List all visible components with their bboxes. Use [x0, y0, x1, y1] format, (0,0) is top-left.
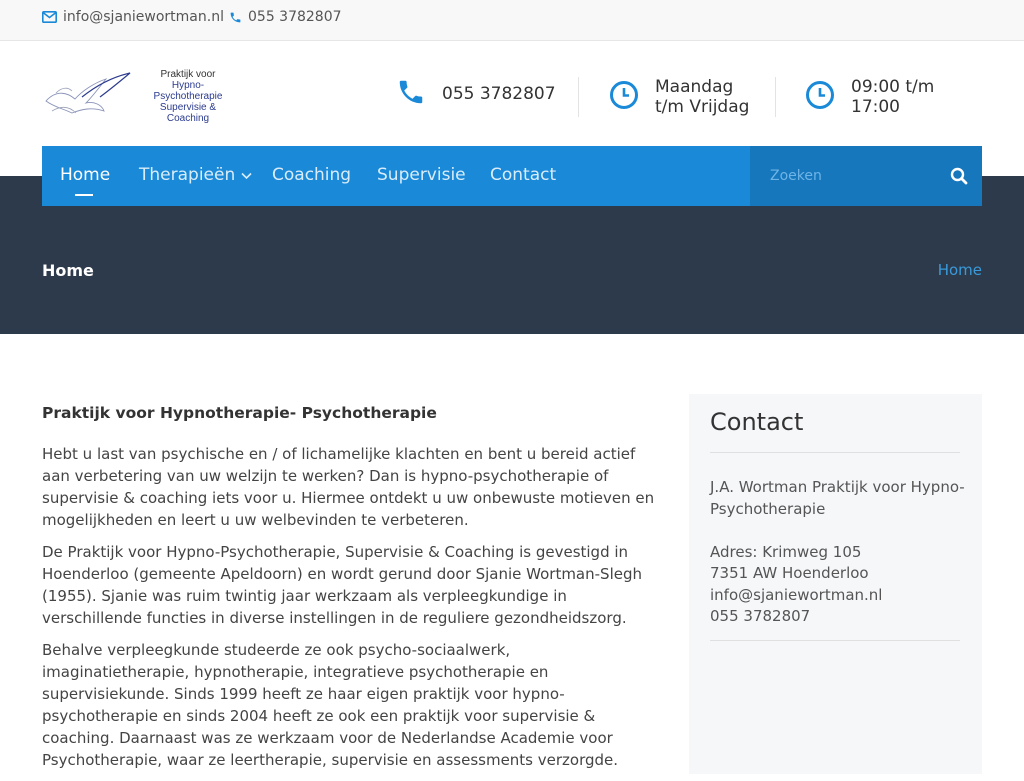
opening-hours-text [851, 77, 934, 117]
phone-icon [229, 11, 242, 24]
logo-text [140, 69, 236, 124]
header-divider [775, 77, 776, 117]
contact-widget [689, 394, 982, 774]
hours-line-1: 09:00 t/m [851, 77, 935, 97]
nav-item-label[interactable]: Home [60, 165, 111, 185]
header-phone[interactable] [396, 77, 556, 111]
opening-days-text [655, 77, 749, 117]
topbar-phone[interactable] [229, 9, 342, 25]
days-line-2: t/m Vrijdag [655, 97, 750, 117]
widget-title: Contact [710, 408, 804, 436]
header-divider [578, 77, 579, 117]
nav-item-label[interactable]: Therapieën [139, 165, 236, 185]
content-paragraph: Hebt u last van psychische en / of lichamelijke klachten en bent u bereid actief aan verbetering van uw welzijn te werken? Dan is hypno-psychotherapie of supervisie & coaching iets voor u. Hiermee ontdekt u uw onbewuste motieven en mogelijkheden en leert u uw welbevinden te verbeteren. [42, 445, 655, 529]
days-line-1: Maandag [655, 77, 734, 97]
nav-item-home[interactable] [60, 165, 110, 185]
widget-divider [710, 640, 960, 641]
contact-postal: 7351 AW Hoenderloo [710, 564, 869, 582]
breadcrumb-home[interactable]: Home [937, 261, 982, 279]
topbar-phone-text[interactable]: 055 3782807 [248, 9, 342, 25]
header-opening-days [609, 77, 749, 117]
nav-item-therapieen[interactable] [139, 165, 252, 185]
logo-line-3: Supervisie & Coaching [159, 101, 217, 124]
main-content [42, 394, 660, 781]
active-indicator [75, 194, 93, 196]
widget-divider [710, 452, 960, 453]
topbar-email-text[interactable]: info@sjaniewortman.nl [63, 9, 224, 25]
logo-line-1: Praktijk voor [160, 68, 216, 80]
search-icon[interactable] [950, 167, 968, 189]
page-title: Home [42, 261, 94, 280]
header-phone-text[interactable]: 055 3782807 [442, 84, 556, 104]
mail-icon [42, 11, 57, 23]
search-input[interactable] [750, 146, 982, 206]
topbar-email[interactable] [42, 9, 224, 25]
top-contact-bar [0, 0, 1024, 41]
birds-logo-icon [42, 71, 132, 121]
content-paragraph: De Praktijk voor Hypno-Psychotherapie, Supervisie & Coaching is gevestigd in Hoenderloo (gemeente Apeldoorn) en wordt gerund door Sjanie Wortman-Slegh (1955). Sjanie was ruim twintig jaar werkzaam als verpleegkundige in verschillende functies in diverse instellingen in de reguliere gezondheidszorg. [42, 543, 642, 627]
content-paragraph: Behalve verpleegkunde studeerde ze ook psycho-sociaalwerk, imaginatietherapie, hypnotherapie, integratieve psychotherapie en supervisiekunde. Sinds 1999 heeft ze haar eigen praktijk voor hypno-psychotherapie en sinds 2004 heeft ze ook een praktijk voor supervisie & coaching. Daarnaast was ze werkzaam voor de Nederlandse Academie voor Psychotherapie, waar ze leertherapie, supervisie en assessments verzorgde. [42, 641, 619, 769]
nav-item-supervisie[interactable]: Supervisie [377, 165, 466, 185]
clock-icon [609, 80, 639, 114]
logo-line-2: Hypno-Psychotherapie [153, 79, 223, 102]
contact-email[interactable]: info@sjaniewortman.nl [710, 585, 883, 604]
content-heading: Praktijk voor Hypnotherapie- Psychotherapie [42, 404, 437, 422]
chevron-down-icon [241, 165, 252, 185]
header-opening-hours [805, 77, 934, 117]
contact-phone[interactable]: 055 3782807 [710, 607, 811, 625]
nav-item-contact[interactable]: Contact [490, 165, 557, 185]
main-navigation [42, 146, 982, 206]
contact-details [710, 477, 970, 628]
clock-icon [805, 80, 835, 114]
phone-icon [396, 77, 426, 111]
site-logo[interactable] [42, 68, 236, 124]
contact-address: Adres: Krimweg 105 [710, 542, 862, 561]
hours-line-2: 17:00 [851, 97, 900, 117]
nav-item-coaching[interactable]: Coaching [272, 165, 352, 185]
search-box [750, 146, 982, 206]
spacer [710, 520, 970, 542]
contact-org: J.A. Wortman Praktijk voor Hypno-Psychotherapie [710, 478, 965, 518]
